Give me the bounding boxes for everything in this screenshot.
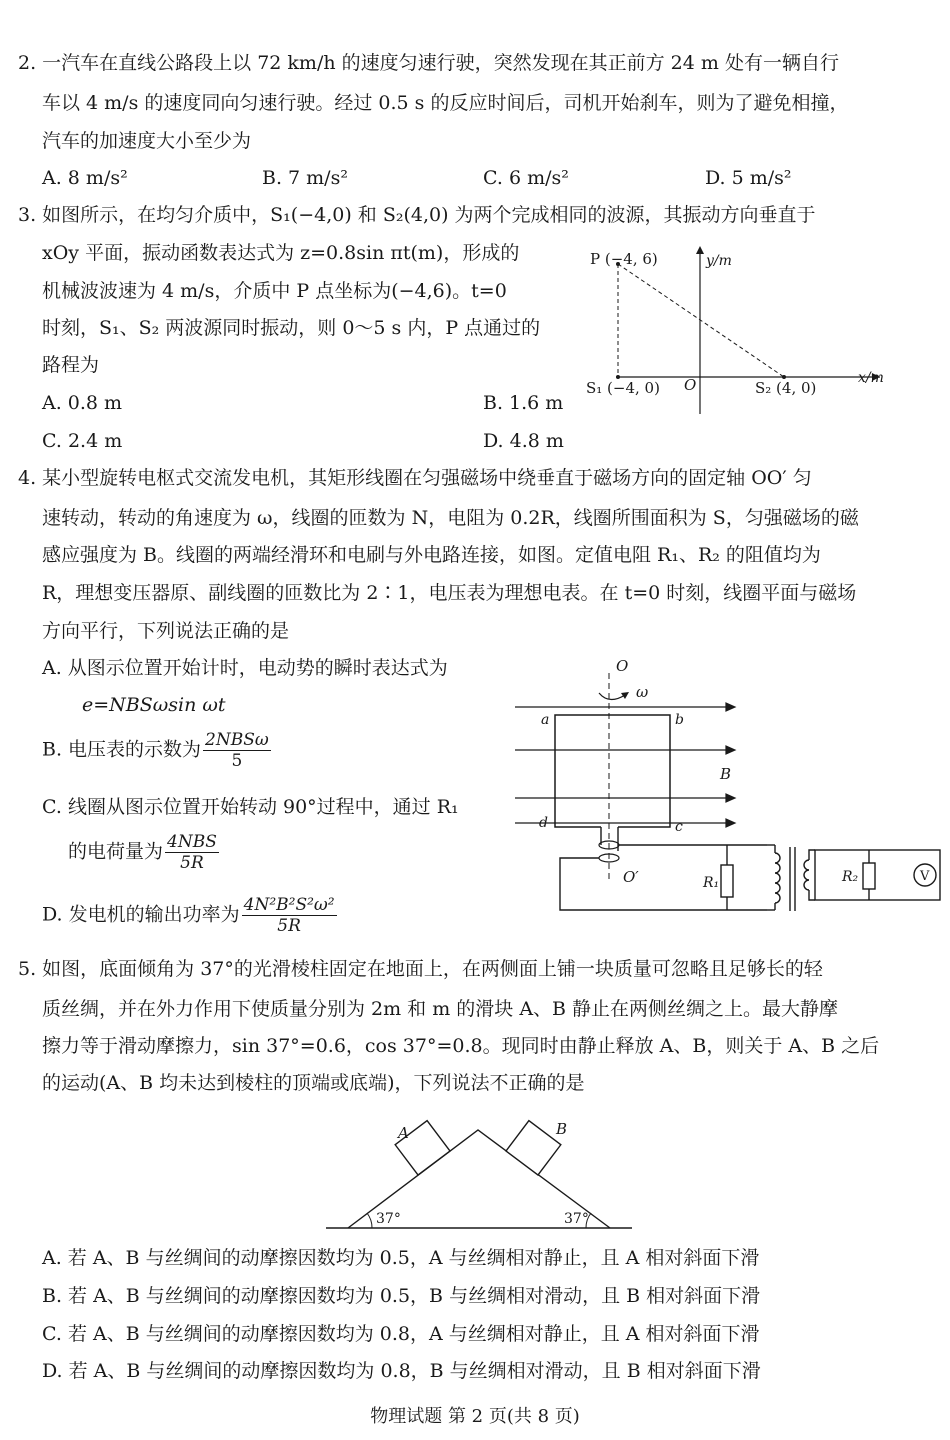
q4-option-b [42,730,273,771]
angle-right-label: 37° [564,1211,589,1227]
field-b-label: B [720,765,732,783]
coil [555,715,670,827]
block-a-label: A [398,1124,409,1142]
page-footer: 物理试题 第 2 页(共 8 页) [370,1406,580,1427]
q4-option-c-line-2 [68,832,221,873]
q4-option-b-fraction [203,730,271,771]
q3-wave-figure [580,240,900,420]
transformer-secondary [804,860,809,890]
q4-option-d [42,895,339,936]
q4-option-d-numerator: 4N²B²S²ω² [243,895,335,915]
corner-a-label: a [541,712,550,728]
y-axis-label: y/m [706,253,732,269]
q5-prism-figure [320,1110,640,1235]
q5-option-a: A. 若 A、B 与丝绸间的动摩擦因数均为 0.5，A 与丝绸相对静止，且 A 相对斜面下滑 [42,1247,760,1269]
corner-c-label: c [675,819,683,835]
voltmeter-label: V [920,869,930,884]
q4-option-c-numerator: 4NBS [167,832,217,852]
q4-stem-line-4: R，理想变压器原、副线圈的匝数比为 2∶1，电压表为理想电表。在 t=0 时刻，线圈平面与磁场 [42,582,857,604]
q4-option-b-numerator: 2NBSω [205,730,269,750]
axis-o-label: O [616,657,629,675]
q2-option-b: B. 7 m/s² [262,167,348,189]
p-label: P (−4, 6) [590,250,658,268]
y-axis-arrow-icon [696,246,704,254]
rotation-arrow [599,693,625,700]
r1-label: R₁ [703,875,720,891]
q3-option-b: B. 1.6 m [483,392,564,414]
q4-option-c-fraction [165,832,219,873]
q2-option-a: A. 8 m/s² [42,167,128,189]
q5-option-c: C. 若 A、B 与丝绸间的动摩擦因数均为 0.8，A 与丝绸相对静止，且 A 相对斜面下滑 [42,1323,760,1345]
q5-stem-line-1: 5. 如图，底面倾角为 37°的光滑棱柱固定在地面上，在两侧面上铺一块质量可忽略且足够长的轻 [18,958,823,980]
q2-option-c: C. 6 m/s² [483,167,569,189]
q5-stem-line-3: 擦力等于滑动摩擦力，sin 37°=0.6，cos 37°=0.8。现同时由静止释放 A、B，则关于 A、B 之后 [42,1035,880,1057]
q4-option-a-line-2: e=NBSωsin ωt [82,694,226,716]
q4-stem-line-1: 4. 某小型旋转电枢式交流发电机，其矩形线圈在匀强磁场中绕垂直于磁场方向的固定轴 OO′ 匀 [18,467,812,489]
q4-stem-line-5: 方向平行，下列说法正确的是 [42,620,290,642]
q3-stem-line-2: xOy 平面，振动函数表达式为 z=0.8sin πt(m)，形成的 [42,242,520,264]
q4-option-d-text: D. 发电机的输出功率为 [42,903,240,926]
q4-stem-line-2: 速转动，转动的角速度为 ω，线圈的匝数为 N，电阻为 0.2R，线圈所围面积为 S，匀强磁场的磁 [42,507,859,529]
resistor-r1 [721,865,733,897]
q2-option-d: D. 5 m/s² [705,167,792,189]
q4-option-b-text: B. 电压表的示数为 [42,738,202,761]
transformer-primary [775,853,780,903]
axis-o-prime-label: O′ [623,868,639,886]
q5-option-d: D. 若 A、B 与丝绸间的动摩擦因数均为 0.8，B 与丝绸相对滑动，且 B 相对斜面下滑 [42,1360,761,1382]
q4-option-b-denominator: 5 [231,751,243,771]
q3-option-c: C. 2.4 m [42,430,123,452]
r2-label: R₂ [842,869,859,885]
q5-option-b: B. 若 A、B 与丝绸间的动摩擦因数均为 0.5，B 与丝绸相对滑动，且 B 相对斜面下滑 [42,1285,761,1307]
x-axis-label: x/m [858,370,884,386]
q3-stem-line-5: 路程为 [42,354,100,376]
q4-option-c-line-1: C. 线圈从图示位置开始转动 90°过程中，通过 R₁ [42,796,459,818]
q4-option-c-denominator: 5R [180,853,204,873]
q3-stem-line-1: 3. 如图所示，在均匀介质中，S₁(−4,0) 和 S₂(4,0) 为两个完成相同的波源，其振动方向垂直于 [18,204,816,226]
block-b [506,1121,561,1175]
q4-option-a-line-1: A. 从图示位置开始计时，电动势的瞬时表达式为 [42,657,448,679]
q3-stem-line-4: 时刻，S₁、S₂ 两波源同时振动，则 0～5 s 内，P 点通过的 [42,317,541,339]
origin-label: O [684,376,697,394]
angle-arc-left [367,1213,372,1228]
omega-label: ω [636,683,649,701]
block-b-label: B [556,1120,568,1138]
q2-stem-line-1: 2. 一汽车在直线公路段上以 72 km/h 的速度匀速行驶，突然发现在其正前方 24 m 处有一辆自行 [18,52,839,74]
q2-stem-line-2: 车以 4 m/s 的速度同向匀速行驶。经过 0.5 s 的反应时间后，司机开始刹车，则为了避免相撞， [42,92,849,114]
corner-d-label: d [539,815,548,831]
q3-stem-line-3: 机械波波速为 4 m/s，介质中 P 点坐标为(−4,6)。t=0 [42,280,507,302]
q5-stem-line-2: 质丝绸，并在外力作用下使质量分别为 2m 和 m 的滑块 A、B 静止在两侧丝绸之上。最大静摩 [42,998,839,1020]
q4-generator-circuit-figure [505,655,945,920]
q4-option-d-denominator: 5R [277,916,301,936]
angle-left-label: 37° [376,1211,401,1227]
rotation-arrow-icon [621,692,629,699]
s2-label: S₂ (4, 0) [755,379,817,397]
p-s2-dashed-line [618,264,784,377]
q4-stem-line-3: 感应强度为 B。线圈的两端经滑环和电刷与外电路连接，如图。定值电阻 R₁、R₂ 的阻值均为 [42,544,821,566]
s1-label: S₁ (−4, 0) [586,379,660,397]
corner-b-label: b [675,712,684,728]
q3-option-d: D. 4.8 m [483,430,564,452]
q4-option-c-text: 的电荷量为 [68,840,164,863]
q3-option-a: A. 0.8 m [42,392,123,414]
q2-stem-line-3: 汽车的加速度大小至少为 [42,130,252,152]
q5-stem-line-4: 的运动(A、B 均未达到棱柱的顶端或底端)，下列说法不正确的是 [42,1072,585,1094]
q4-option-d-fraction [242,895,337,936]
resistor-r2 [863,863,875,889]
